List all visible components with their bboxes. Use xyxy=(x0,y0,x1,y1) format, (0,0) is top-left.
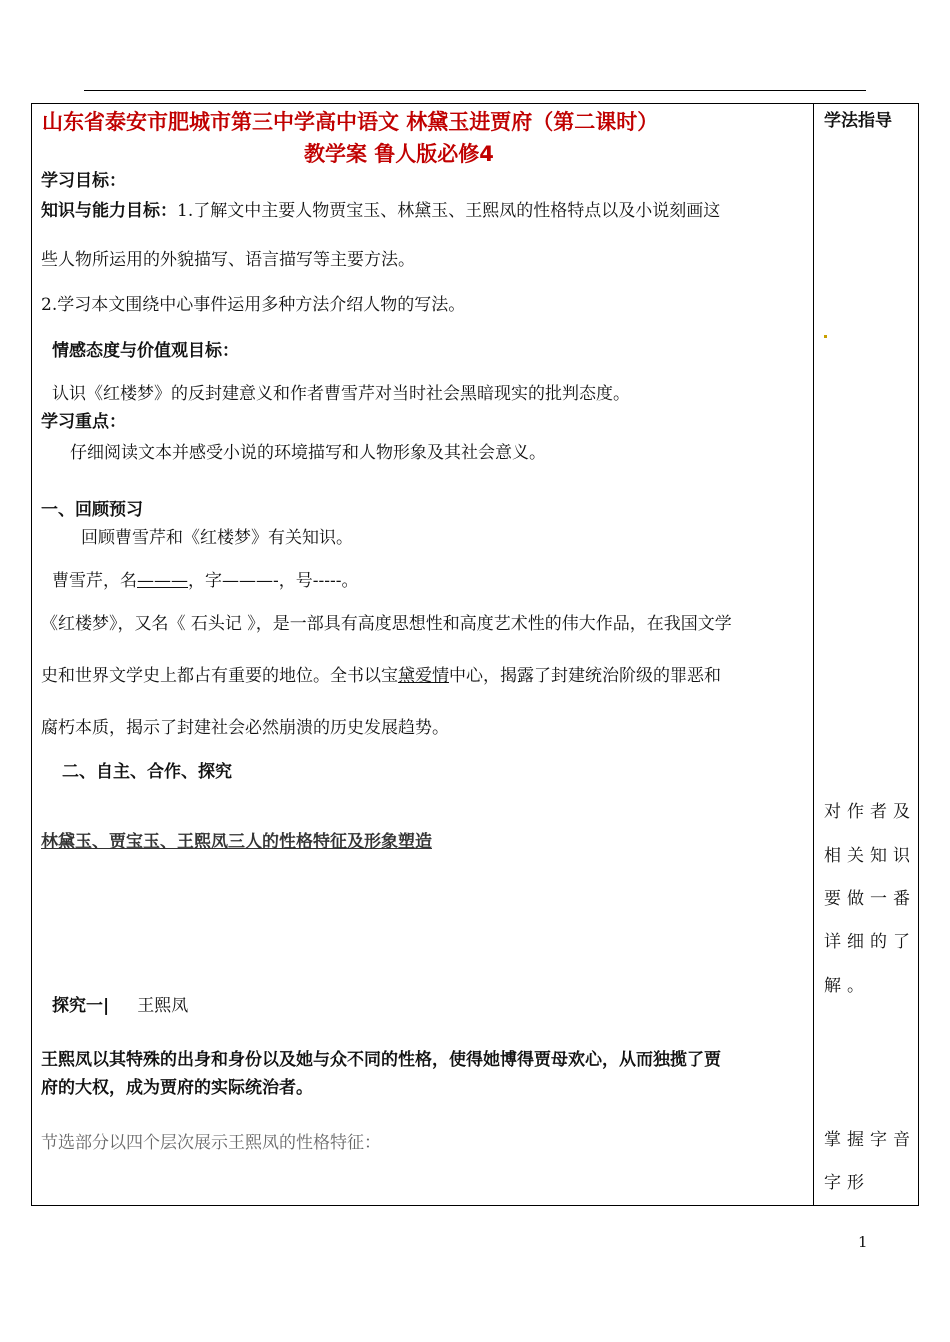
focus-text: 仔细阅读文本并感受小说的环境描写和人物形象及其社会意义。 xyxy=(70,443,546,463)
header-rule xyxy=(84,90,866,91)
side-note-1-line-5: 解。 xyxy=(824,976,870,996)
side-note-2-line-2: 字形 xyxy=(824,1173,870,1193)
emotion-label: 情感态度与价值观目标： xyxy=(52,341,239,361)
wxf-line-1: 王熙凤以其特殊的出身和身份以及她与众不同的性格，使得她博得贾母欢心，从而独揽了贾 xyxy=(41,1050,721,1070)
side-note-1-line-2: 相关知识 xyxy=(824,846,916,866)
hlm-line-2-a: 史和世界文学史上都占有重要的地位。全书以宝 xyxy=(41,666,398,686)
lesson-table xyxy=(31,103,919,1206)
objectives-heading: 学习目标： xyxy=(41,171,126,191)
focus-heading: 学习重点： xyxy=(41,412,126,432)
hlm-line-1: 《红楼梦》，又名《 石头记 》，是一部具有高度思想性和高度艺术性的伟大作品，在我国文学 xyxy=(41,614,732,634)
side-note-1-line-3: 要做一番 xyxy=(824,889,916,909)
emotion-text: 认识《红楼梦》的反封建意义和作者曹雪芹对当时社会黑暗现实的批判态度。 xyxy=(52,384,630,404)
knowledge-line-3: 2.学习本文围绕中心事件运用多种方法介绍人物的写法。 xyxy=(41,295,466,315)
inquiry-1-name: 王熙凤 xyxy=(137,996,189,1016)
title-line-1: 山东省泰安市肥城市第三中学高中语文 林黛玉进贾府（第二课时） xyxy=(42,110,659,134)
explore-topic: 林黛玉、贾宝玉、王熙凤三人的性格特征及形象塑造 xyxy=(41,832,432,852)
explore-heading: 二、自主、合作、探究 xyxy=(62,762,232,782)
cao-blank: ——— xyxy=(137,571,188,591)
main-column xyxy=(32,104,813,1205)
review-heading: 一、回顾预习 xyxy=(41,500,143,520)
inquiry-1 xyxy=(52,995,188,1017)
page-number: 1 xyxy=(858,1233,868,1251)
side-column xyxy=(814,104,918,1205)
side-header: 学法指导 xyxy=(824,111,892,131)
side-note-1-line-4: 详细的了 xyxy=(824,932,916,952)
knowledge-line-1 xyxy=(41,200,720,222)
side-marker-dot xyxy=(824,335,827,338)
review-intro: 回顾曹雪芹和《红楼梦》有关知识。 xyxy=(81,528,353,548)
title-line-2: 教学案 鲁人版必修4 xyxy=(304,142,494,166)
side-note-1-line-1: 对作者及 xyxy=(824,802,916,822)
side-note-2-line-1: 掌握字音 xyxy=(824,1130,916,1150)
wxf-line-2: 府的大权，成为贾府的实际统治者。 xyxy=(41,1078,313,1098)
cao-prefix: 曹雪芹，名 xyxy=(52,571,137,591)
knowledge-line-2: 些人物所运用的外貌描写、语言描写等主要方法。 xyxy=(41,250,415,270)
section-text: 节选部分以四个层次展示王熙凤的性格特征： xyxy=(41,1133,381,1153)
hlm-line-2-underlined: 黛爱情 xyxy=(398,666,449,686)
knowledge-label: 知识与能力目标： xyxy=(41,201,177,221)
hlm-line-2-b: 中心，揭露了封建统治阶级的罪恶和 xyxy=(449,666,721,686)
cao-line xyxy=(52,570,358,592)
inquiry-1-label: 探究一| xyxy=(52,996,110,1016)
knowledge-text-1: 1.了解文中主要人物贾宝玉、林黛玉、王熙凤的性格特点以及小说刻画这 xyxy=(177,201,721,221)
hlm-line-2 xyxy=(41,665,721,687)
hlm-line-3: 腐朽本质，揭示了封建社会必然崩溃的历史发展趋势。 xyxy=(41,718,449,738)
cao-mid: ，字———-，号-----。 xyxy=(188,571,359,591)
